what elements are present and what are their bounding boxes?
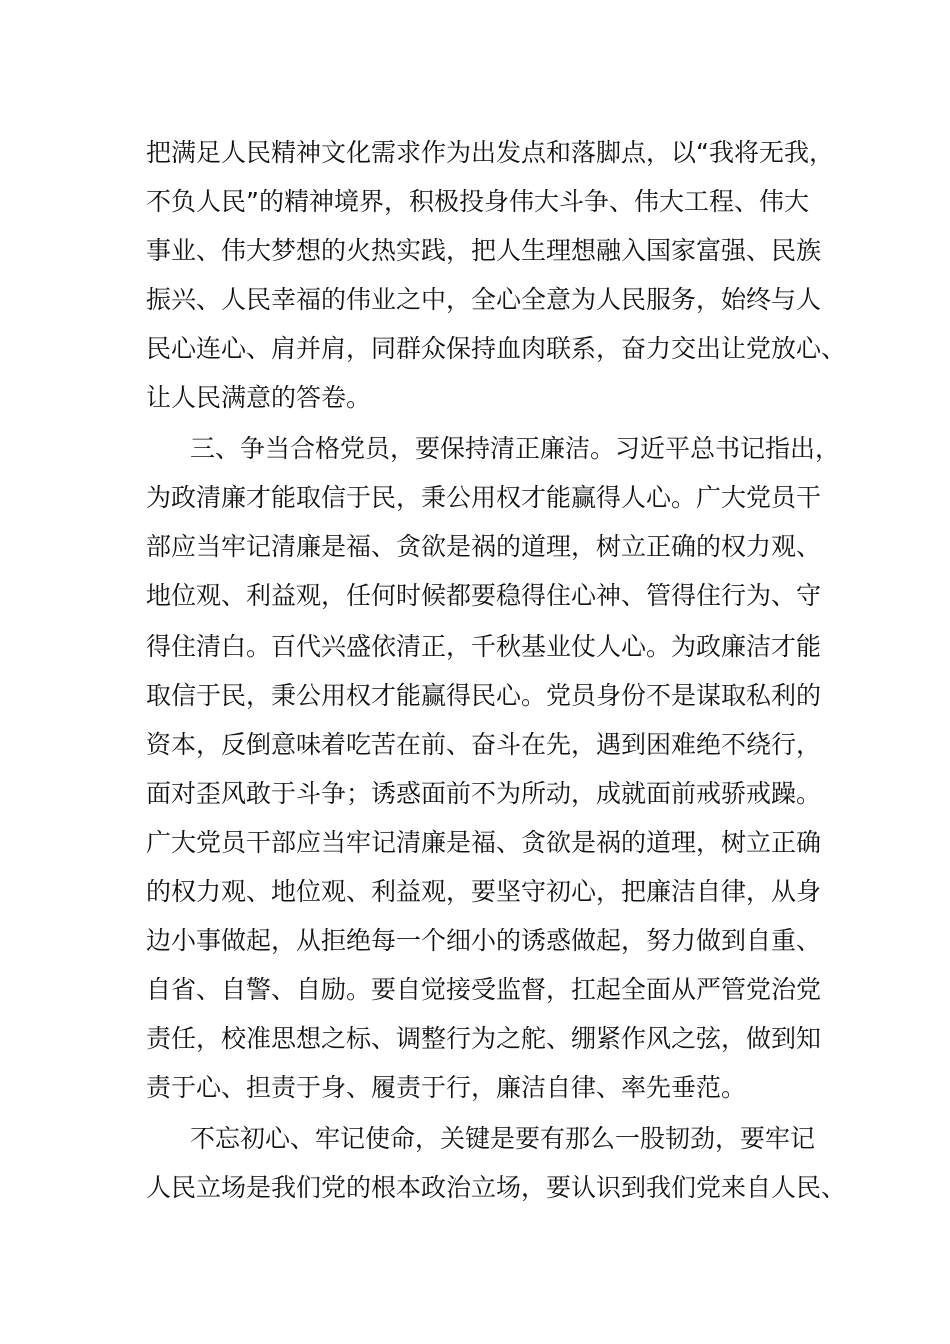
text-line: 振兴、人民幸福的伟业之中，全心全意为人民服务，始终与人 [146,285,822,314]
text-line: 边小事做起，从拒绝每一个细小的诱惑做起，努力做到自重、 [146,926,822,955]
text-line: 的权力观、地位观、利益观，要坚守初心，把廉洁自律，从身 [146,877,822,906]
text-line: 面对歪风敢于斗争；诱惑面前不为所动，成就面前戒骄戒躁。 [146,779,822,808]
paragraph-start-line: 不忘初心、牢记使命，关键是要有那么一股韧劲，要牢记 [190,1124,816,1153]
text-line: 让人民满意的答卷。 [146,383,372,412]
text-line: 地位观、利益观，任何时候都要稳得住心神、管得住行为、守 [146,581,822,610]
text-line: 责于心、担责于身、履责于行，廉洁自律、率先垂范。 [146,1073,747,1102]
text-line: 责任，校准思想之标、调整行为之舵、绷紧作风之弦，做到知 [146,1024,822,1053]
text-line: 事业、伟大梦想的火热实践，把人生理想融入国家富强、民族 [146,236,822,265]
text-line: 为政清廉才能取信于民，秉公用权才能赢得人心。广大党员干 [146,483,822,512]
text-line: 资本，反倒意味着吃苦在前、奋斗在先，遇到困难绝不绕行， [146,730,822,759]
text-line: 不负人民”的精神境界，积极投身伟大斗争、伟大工程、伟大 [146,187,809,216]
text-line: 自省、自警、自励。要自觉接受监督，扛起全面从严管党治党 [146,975,822,1004]
text-line: 人民立场是我们党的根本政治立场，要认识到我们党来自人民、 [146,1173,847,1202]
text-line: 把满足人民精神文化需求作为出发点和落脚点，以“我将无我， [146,138,834,167]
text-line: 部应当牢记清廉是福、贪欲是祸的道理，树立正确的权力观、 [146,532,822,561]
text-line: 民心连心、肩并肩，同群众保持血肉联系，奋力交出让党放心、 [146,334,847,363]
text-line: 得住清白。百代兴盛依清正，千秋基业仗人心。为政廉洁才能 [146,632,822,661]
text-line: 取信于民，秉公用权才能赢得民心。党员身份不是谋取私利的 [146,681,822,710]
paragraph-start-line: 三、争当合格党员，要保持清正廉洁。习近平总书记指出， [190,434,841,463]
text-line: 广大党员干部应当牢记清廉是福、贪欲是祸的道理，树立正确 [146,828,822,857]
